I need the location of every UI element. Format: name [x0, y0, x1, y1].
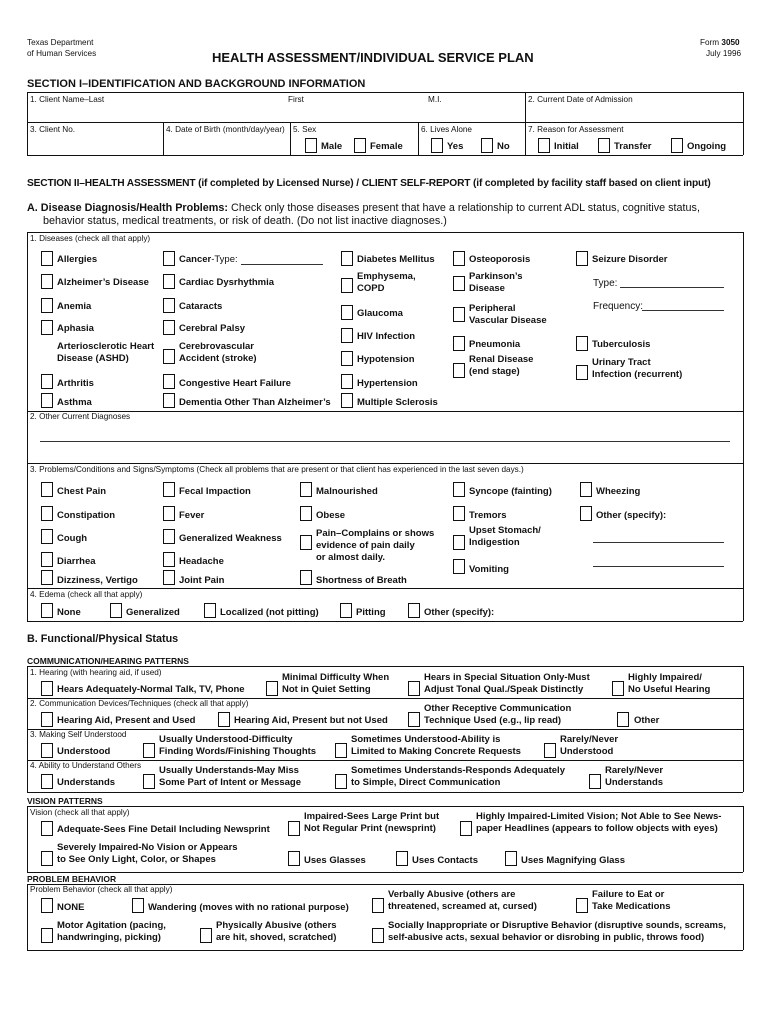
vomiting-checkbox[interactable] — [453, 559, 465, 574]
behavior-none-label: NONE — [57, 902, 85, 913]
vision-adequate-checkbox[interactable] — [41, 821, 53, 836]
osteoporosis-checkbox[interactable] — [453, 251, 465, 266]
cough-checkbox[interactable] — [41, 529, 53, 544]
dementia-label: Dementia Other Than Alzheimer’s — [179, 397, 331, 408]
su-understood-checkbox[interactable] — [41, 743, 53, 758]
problems-label: 3. Problems/Conditions and Signs/Symptoms (Check all problems that are present or that client has experienced in the last seven days.) — [30, 465, 524, 474]
diarrhea-checkbox[interactable] — [41, 552, 53, 567]
lives-alone-yes-label: Yes — [447, 141, 464, 152]
vision-impaired-checkbox[interactable] — [288, 821, 300, 836]
uo-sometimes-checkbox[interactable] — [335, 774, 347, 789]
uo-usually-label: Usually Understands-May Miss Some Part of Intent or Message — [159, 765, 302, 788]
chf-label: Congestive Heart Failure — [179, 378, 291, 389]
renal-label: Renal Disease (end stage) — [469, 354, 534, 377]
admission-date-label: 2. Current Date of Admission — [528, 95, 633, 104]
cancer-type-line[interactable] — [241, 264, 323, 265]
seizure-frequency-line[interactable] — [642, 310, 724, 311]
tremors-checkbox[interactable] — [453, 506, 465, 521]
other-diagnoses-line[interactable] — [40, 441, 730, 442]
device-receptive-label: Other Receptive Communication Technique Used (e.g., lip read) — [424, 703, 572, 726]
peripheral-label: Peripheral Vascular Disease — [469, 303, 547, 326]
hypotension-checkbox[interactable] — [341, 351, 353, 366]
device-other-checkbox[interactable] — [617, 712, 629, 727]
anemia-checkbox[interactable] — [41, 298, 53, 313]
su-sometimes-label: Sometimes Understood-Ability is Limited to Making Concrete Requests — [351, 734, 521, 757]
constipation-label: Constipation — [57, 510, 116, 521]
joint-pain-label: Joint Pain — [179, 575, 225, 586]
behavior-heading: PROBLEM BEHAVIOR — [27, 874, 117, 884]
sex-label: 5. Sex — [293, 125, 317, 134]
agency-line-2: of Human Services — [27, 49, 97, 58]
osteoporosis-label: Osteoporosis — [469, 254, 531, 265]
uo-rarely-label: Rarely/Never Understands — [605, 765, 664, 788]
alzheimers-checkbox[interactable] — [41, 274, 53, 289]
vision-contacts-checkbox[interactable] — [396, 851, 408, 866]
fever-label: Fever — [179, 510, 205, 521]
syncope-label: Syncope (fainting) — [469, 486, 552, 497]
ms-label: Multiple Sclerosis — [357, 397, 438, 408]
device-receptive-checkbox[interactable] — [408, 712, 420, 727]
behavior-eat-checkbox[interactable] — [576, 898, 588, 913]
chest-pain-checkbox[interactable] — [41, 482, 53, 497]
edema-none-label: None — [57, 607, 81, 618]
sex-female-checkbox[interactable] — [354, 138, 366, 153]
cough-label: Cough — [57, 533, 88, 544]
other-problem-line-1[interactable] — [593, 542, 724, 543]
client-name-label: 1. Client Name–Last — [30, 95, 105, 104]
edema-pitting-checkbox[interactable] — [340, 603, 352, 618]
seizure-label: Seizure Disorder — [592, 254, 668, 265]
cerebral-palsy-checkbox[interactable] — [163, 320, 175, 335]
form-number-line: Form 3050 — [700, 38, 740, 47]
dob-label: 4. Date of Birth (month/day/year) — [166, 125, 285, 134]
sob-label: Shortness of Breath — [316, 575, 407, 586]
cardiac-label: Cardiac Dysrhythmia — [179, 277, 275, 288]
obese-checkbox[interactable] — [300, 506, 312, 521]
arthritis-checkbox[interactable] — [41, 374, 53, 389]
behavior-motor-checkbox[interactable] — [41, 928, 53, 943]
edema-localized-label: Localized (not pitting) — [220, 607, 319, 618]
client-no-label: 3. Client No. — [30, 125, 76, 134]
wheezing-checkbox[interactable] — [580, 482, 592, 497]
lives-alone-yes-checkbox[interactable] — [431, 138, 443, 153]
hearing-impaired-label: Highly Impaired/ No Useful Hearing — [628, 672, 711, 695]
device-aid-not-used-label: Hearing Aid, Present but not Used — [234, 715, 388, 726]
edema-other-checkbox[interactable] — [408, 603, 420, 618]
tuberculosis-checkbox[interactable] — [576, 336, 588, 351]
diarrhea-label: Diarrhea — [57, 556, 96, 567]
emphysema-label: Emphysema, COPD — [357, 271, 416, 294]
hiv-label: HIV Infection — [357, 331, 416, 342]
vision-magnifying-label: Uses Magnifying Glass — [521, 855, 626, 866]
su-usually-label: Usually Understood-Difficulty Finding Words/Finishing Thoughts — [159, 734, 317, 757]
hearing-minimal-checkbox[interactable] — [266, 681, 278, 696]
hearing-label: 1. Hearing (with hearing aid, if used) — [30, 668, 162, 677]
hearing-impaired-checkbox[interactable] — [612, 681, 624, 696]
asthma-label: Asthma — [57, 397, 92, 408]
seizure-type-label: Type: — [593, 278, 618, 289]
uo-understands-checkbox[interactable] — [41, 774, 53, 789]
diseases-label: 1. Diseases (check all that apply) — [30, 234, 151, 243]
behavior-physical-checkbox[interactable] — [200, 928, 212, 943]
upset-stomach-label: Upset Stomach/ Indigestion — [469, 525, 541, 548]
seizure-type-line[interactable] — [620, 287, 724, 288]
parkinsons-checkbox[interactable] — [453, 276, 465, 291]
hypertension-checkbox[interactable] — [341, 374, 353, 389]
comm-heading: COMMUNICATION/HEARING PATTERNS — [27, 656, 189, 666]
hearing-minimal-label: Minimal Difficulty When Not in Quiet Setting — [282, 672, 390, 695]
cancer-checkbox[interactable] — [163, 251, 175, 266]
sex-male-checkbox[interactable] — [305, 138, 317, 153]
headache-label: Headache — [179, 556, 224, 567]
edema-pitting-label: Pitting — [356, 607, 386, 618]
peripheral-checkbox[interactable] — [453, 307, 465, 322]
lives-alone-no-label: No — [497, 141, 510, 152]
partA-text: behavior status, medical treatments, or risk of death. (Do not list inactive diagnoses.) — [43, 215, 447, 227]
chf-checkbox[interactable] — [163, 374, 175, 389]
hearing-adequate-label: Hears Adequately-Normal Talk, TV, Phone — [57, 684, 245, 695]
section1-title: SECTION I–IDENTIFICATION AND BACKGROUND INFORMATION — [27, 78, 366, 90]
edema-generalized-checkbox[interactable] — [110, 603, 122, 618]
glaucoma-checkbox[interactable] — [341, 305, 353, 320]
aphasia-label: Aphasia — [57, 323, 94, 334]
reason-transfer-checkbox[interactable] — [598, 138, 610, 153]
malnourished-checkbox[interactable] — [300, 482, 312, 497]
su-usually-checkbox[interactable] — [143, 743, 155, 758]
vision-highly-impaired-checkbox[interactable] — [460, 821, 472, 836]
partB-title: B. Functional/Physical Status — [27, 633, 179, 645]
behavior-none-checkbox[interactable] — [41, 898, 53, 913]
lives-alone-no-checkbox[interactable] — [481, 138, 493, 153]
behavior-motor-label: Motor Agitation (pacing, handwringing, picking) — [57, 920, 166, 943]
edema-none-checkbox[interactable] — [41, 603, 53, 618]
seizure-checkbox[interactable] — [576, 251, 588, 266]
tuberculosis-label: Tuberculosis — [592, 339, 651, 350]
upset-stomach-checkbox[interactable] — [453, 535, 465, 550]
pain-label: Pain–Complains or shows evidence of pain daily or almost daily. — [316, 528, 435, 563]
vision-impaired-label: Impaired-Sees Large Print but Not Regular Print (newsprint) — [304, 811, 440, 834]
reason-ongoing-checkbox[interactable] — [671, 138, 683, 153]
fecal-label: Fecal Impaction — [179, 486, 251, 497]
obese-label: Obese — [316, 510, 346, 521]
form-date: July 1996 — [706, 49, 742, 58]
vision-heading: VISION PATTERNS — [27, 796, 103, 806]
vision-contacts-label: Uses Contacts — [412, 855, 478, 866]
vision-magnifying-checkbox[interactable] — [505, 851, 517, 866]
su-rarely-checkbox[interactable] — [544, 743, 556, 758]
ms-checkbox[interactable] — [341, 393, 353, 408]
device-other-label: Other — [634, 715, 660, 726]
chest-pain-label: Chest Pain — [57, 486, 107, 497]
allergies-checkbox[interactable] — [41, 251, 53, 266]
alzheimers-label: Alzheimer’s Disease — [57, 277, 149, 288]
edema-localized-checkbox[interactable] — [204, 603, 216, 618]
understand-others-label: 4. Ability to Understand Others — [30, 761, 142, 770]
parkinsons-label: Parkinson’s Disease — [469, 271, 523, 294]
vision-adequate-label: Adequate-Sees Fine Detail Including Newsprint — [57, 824, 270, 835]
uo-rarely-checkbox[interactable] — [589, 774, 601, 789]
reason-ongoing-label: Ongoing — [687, 141, 727, 152]
su-understood-label: Understood — [57, 746, 111, 757]
vomiting-label: Vomiting — [469, 564, 509, 575]
hearing-special-checkbox[interactable] — [408, 681, 420, 696]
su-sometimes-checkbox[interactable] — [335, 743, 347, 758]
emphysema-checkbox[interactable] — [341, 278, 353, 293]
form-title: HEALTH ASSESSMENT/INDIVIDUAL SERVICE PLAN — [212, 50, 534, 65]
agency-line-1: Texas Department — [27, 38, 94, 47]
cva-checkbox[interactable] — [163, 349, 175, 364]
reason-initial-checkbox[interactable] — [538, 138, 550, 153]
behavior-eat-label: Failure to Eat or Take Medications — [592, 889, 671, 912]
vision-severe-checkbox[interactable] — [41, 851, 53, 866]
sob-checkbox[interactable] — [300, 570, 312, 585]
first-name-label: First — [288, 95, 304, 104]
lives-alone-label: 6. Lives Alone — [421, 125, 472, 134]
wheezing-label: Wheezing — [596, 486, 641, 497]
seizure-frequency-label: Frequency: — [593, 301, 644, 312]
allergies-label: Allergies — [57, 254, 98, 265]
tremors-label: Tremors — [469, 510, 507, 521]
sex-male-label: Male — [321, 141, 343, 152]
hiv-checkbox[interactable] — [341, 328, 353, 343]
other-problem-line-2[interactable] — [593, 566, 724, 567]
uo-sometimes-label: Sometimes Understands-Responds Adequately to Simple, Direct Communication — [351, 765, 565, 788]
device-aid-used-label: Hearing Aid, Present and Used — [57, 715, 196, 726]
renal-checkbox[interactable] — [453, 363, 465, 378]
behavior-wandering-label: Wandering (moves with no rational purpose) — [148, 902, 349, 913]
behavior-verbal-checkbox[interactable] — [372, 898, 384, 913]
cataracts-label: Cataracts — [179, 301, 223, 312]
behavior-social-checkbox[interactable] — [372, 928, 384, 943]
headache-checkbox[interactable] — [163, 552, 175, 567]
self-understood-label: 3. Making Self Understood — [30, 730, 127, 739]
fecal-checkbox[interactable] — [163, 482, 175, 497]
constipation-checkbox[interactable] — [41, 506, 53, 521]
behavior-wandering-checkbox[interactable] — [132, 898, 144, 913]
reason-transfer-label: Transfer — [614, 141, 652, 152]
edema-generalized-label: Generalized — [126, 607, 180, 618]
cardiac-checkbox[interactable] — [163, 274, 175, 289]
cancer-label: Cancer-Type: — [179, 254, 238, 265]
cataracts-checkbox[interactable] — [163, 298, 175, 313]
device-aid-not-used-checkbox[interactable] — [218, 712, 230, 727]
uti-checkbox[interactable] — [576, 365, 588, 380]
behavior-social-label: Socially Inappropriate or Disruptive Behavior (disruptive sounds, screams, self-abusive acts, sexual behavior or disrobing in public, throws food) — [388, 920, 726, 943]
cva-label: Cerebrovascular Accident (stroke) — [179, 341, 257, 364]
joint-pain-checkbox[interactable] — [163, 570, 175, 585]
pain-checkbox[interactable] — [300, 535, 312, 550]
su-rarely-label: Rarely/Never Understood — [560, 734, 619, 757]
vision-highly-impaired-label: Highly Impaired-Limited Vision; Not Able to See News- paper Headlines (appears to follow objects with eyes) — [476, 811, 722, 834]
syncope-checkbox[interactable] — [453, 482, 465, 497]
vision-glasses-checkbox[interactable] — [288, 851, 300, 866]
device-aid-used-checkbox[interactable] — [41, 712, 53, 727]
ashd-label: Arteriosclerotic Heart Disease (ASHD) — [57, 341, 155, 364]
malnourished-label: Malnourished — [316, 486, 378, 497]
other-diagnoses-label: 2. Other Current Diagnoses — [30, 412, 131, 421]
gen-weakness-label: Generalized Weakness — [179, 533, 282, 544]
fever-checkbox[interactable] — [163, 506, 175, 521]
reason-initial-label: Initial — [554, 141, 579, 152]
uo-understands-label: Understands — [57, 777, 116, 788]
diabetes-label: Diabetes Mellitus — [357, 254, 435, 265]
vision-glasses-label: Uses Glasses — [304, 855, 366, 866]
uti-label: Urinary Tract Infection (recurrent) — [592, 357, 683, 380]
reason-label: 7. Reason for Assessment — [528, 125, 624, 134]
mi-label: M.I. — [428, 95, 442, 104]
hearing-adequate-checkbox[interactable] — [41, 681, 53, 696]
arthritis-label: Arthritis — [57, 378, 94, 389]
pneumonia-checkbox[interactable] — [453, 336, 465, 351]
other-problem-checkbox[interactable] — [580, 506, 592, 521]
dementia-checkbox[interactable] — [163, 393, 175, 408]
edema-other-label: Other (specify): — [424, 607, 495, 618]
hearing-special-label: Hears in Special Situation Only-Must Adjust Tonal Qual./Speak Distinctly — [424, 672, 590, 695]
gen-weakness-checkbox[interactable] — [163, 529, 175, 544]
behavior-label: Problem Behavior (check all that apply) — [30, 885, 173, 894]
diabetes-checkbox[interactable] — [341, 251, 353, 266]
dizziness-checkbox[interactable] — [41, 570, 53, 585]
behavior-physical-label: Physically Abusive (others are hit, shoved, scratched) — [216, 920, 337, 943]
anemia-label: Anemia — [57, 301, 92, 312]
glaucoma-label: Glaucoma — [357, 308, 403, 319]
hypotension-label: Hypotension — [357, 354, 415, 365]
other-problem-label: Other (specify): — [596, 510, 667, 521]
vision-severe-label: Severely Impaired-No Vision or Appears to See Only Light, Color, or Shapes — [57, 842, 238, 865]
pneumonia-label: Pneumonia — [469, 339, 521, 350]
form-number: 3050 — [721, 38, 740, 47]
behavior-verbal-label: Verbally Abusive (others are threatened, screamed at, cursed) — [388, 889, 537, 912]
hypertension-label: Hypertension — [357, 378, 418, 389]
partA-heading: A. Disease Diagnosis/Health Problems: Check only those diseases present that have a relationship to current ADL status, cognitive status, — [27, 202, 700, 214]
devices-label: 2. Communication Devices/Techniques (check all that apply) — [30, 699, 249, 708]
asthma-checkbox[interactable] — [41, 393, 53, 408]
cerebral-palsy-label: Cerebral Palsy — [179, 323, 246, 334]
section2-title: SECTION II–HEALTH ASSESSMENT (if completed by Licensed Nurse) / CLIENT SELF-REPORT (if completed by facility staff based on client input) — [27, 178, 711, 189]
dizziness-label: Dizziness, Vertigo — [57, 575, 138, 586]
vision-label: Vision (check all that apply) — [30, 808, 130, 817]
aphasia-checkbox[interactable] — [41, 320, 53, 335]
uo-usually-checkbox[interactable] — [143, 774, 155, 789]
edema-label: 4. Edema (check all that apply) — [30, 590, 143, 599]
sex-female-label: Female — [370, 141, 403, 152]
